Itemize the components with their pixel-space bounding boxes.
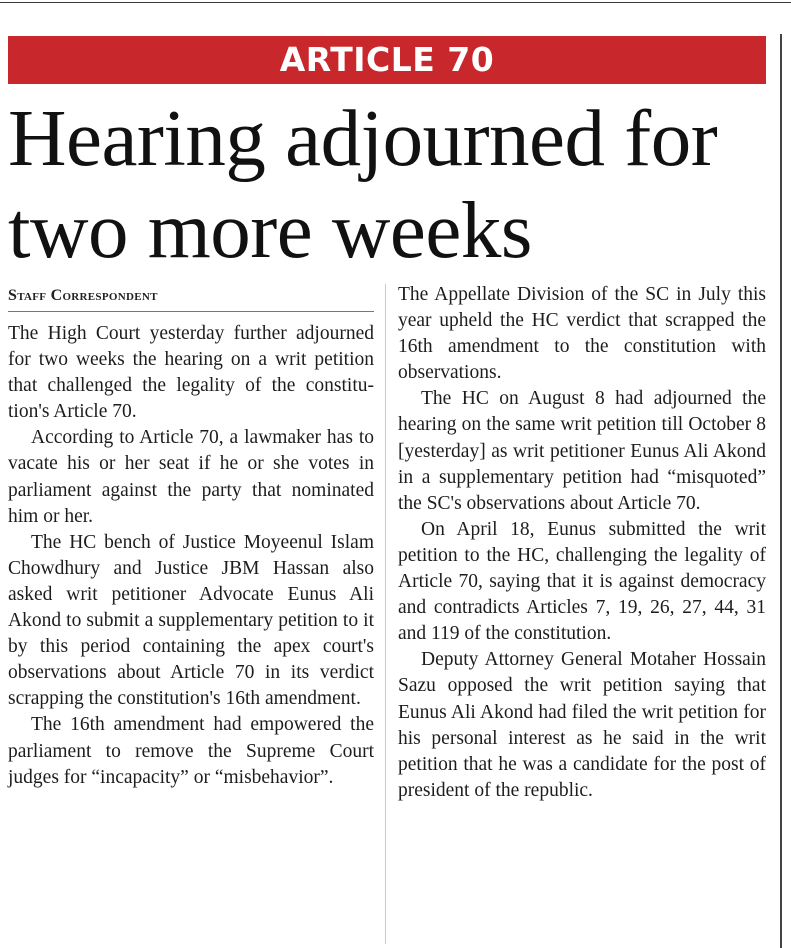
article-column-right	[398, 282, 766, 804]
paragraph: The HC bench of Justice Moyeenul Islam Chowdhury and Justice JBM Hassan also asked writ petitioner Advocate Eunus Ali Akond to submit a supplementary petition to it by this period containing the apex court's observations about Article 70 in its verdict scrapping the constitution's 16th amendment.	[8, 531, 374, 710]
paragraph: The High Court yesterday further adjourned for two weeks the hearing on a writ petition that challenged the legality of the constitution's Article 70.	[8, 323, 374, 423]
byline: Staff Correspondent	[8, 287, 158, 304]
paragraph: The 16th amendment had empowered the parliament to remove the Supreme Court judges for “incapacity” or “misbehavior”.	[8, 714, 374, 788]
article-headline: Hearing adjourned for two more weeks	[8, 93, 718, 275]
column-divider	[385, 284, 386, 944]
paragraph: Deputy Attorney General Motaher Hossain Sazu opposed the writ petition saying that Eunus Ali Akond had filed the writ petition for his personal interest as he said in the writ petition that he was a candidate for the post of president of the republic.	[398, 649, 766, 801]
kicker-banner	[8, 36, 766, 84]
paragraph: On April 18, Eunus submitted the writ petition to the HC, challenging the legality of Article 70, saying that it is against democracy and contradicts Articles 7, 19, 26, 27, 44, 31 and 119 of the constitution.	[398, 518, 766, 645]
paragraph: According to Article 70, a lawmaker has to vacate his or her seat if he or she votes in parliament against the party that nominated him or her.	[8, 427, 374, 527]
article-column-left	[8, 321, 374, 791]
kicker-label: ARTICLE 70	[279, 40, 495, 79]
right-column-rule	[780, 34, 782, 948]
paragraph: The Appellate Division of the SC in July this year upheld the HC verdict that scrapped the 16th amendment to the constitution with observations.	[398, 284, 766, 384]
paragraph: The HC on August 8 had adjourned the hearing on the same writ petition till October 8 [yesterday] as writ petitioner Eunus Ali Akond in a supplementary petition had “misquoted” the SC's observations about Article 70.	[398, 388, 766, 514]
top-rule	[0, 2, 791, 3]
byline-rule	[8, 311, 374, 312]
